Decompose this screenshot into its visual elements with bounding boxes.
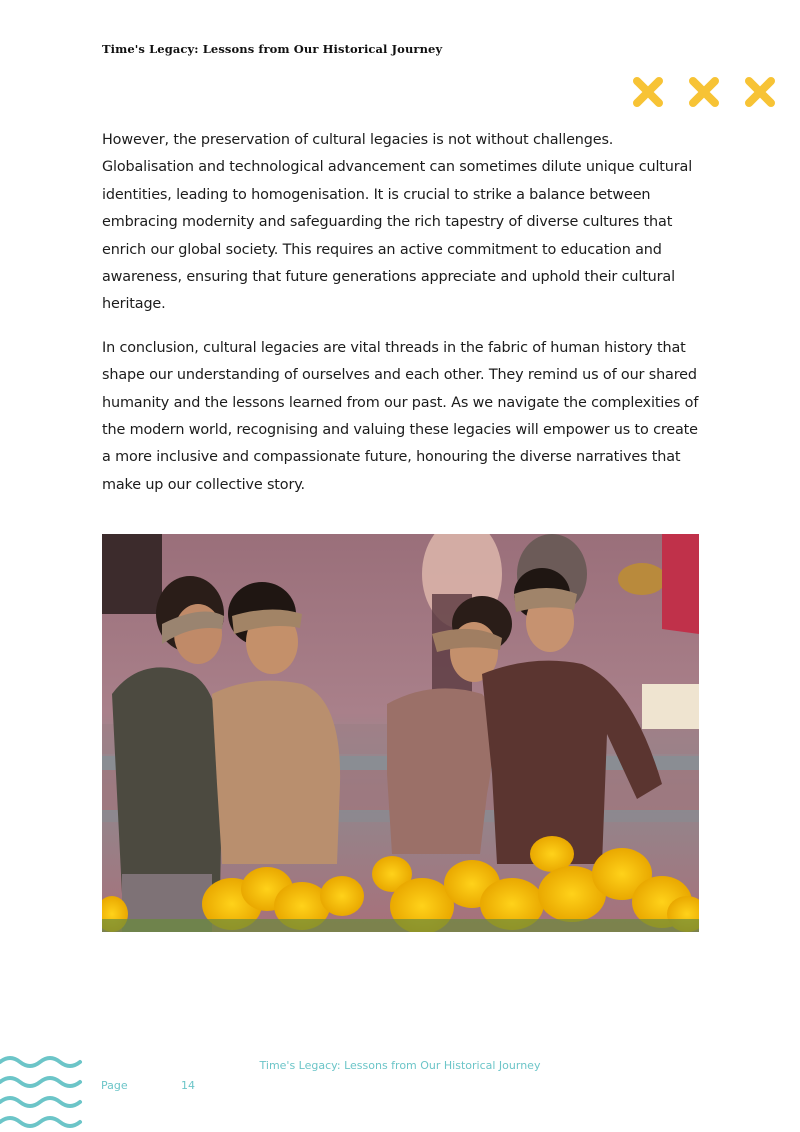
page-number: 14 <box>181 1079 195 1092</box>
photo-young-men-rice-field <box>102 534 699 932</box>
footer-title: Time's Legacy: Lessons from Our Historical Journey <box>259 1059 541 1072</box>
paragraph: In conclusion, cultural legacies are vital threads in the fabric of human history that shape our understanding of ourselves and each other. They remind us of our shared humanity and the lessons learned from our past. As we navigate the complexities of the modern world, recognising and valuing these legacies will empower us to create a more inclusive and compassionate future, honouring the diverse narratives that make up our collective story. <box>102 339 699 493</box>
page-label: Page <box>101 1079 128 1092</box>
x-mark-icon <box>630 74 666 110</box>
body-text <box>102 127 702 515</box>
x-mark-icon <box>686 74 722 110</box>
x-mark-decoration <box>630 74 780 110</box>
header-title: Time's Legacy: Lessons from Our Historical Journey <box>102 42 443 56</box>
x-mark-icon <box>742 74 778 110</box>
paragraph: However, the preservation of cultural legacies is not without challenges. Globalisation and technological advancement can sometimes dilute unique cultural identities, leading to homogenisation. It is crucial to strike a balance between embracing modernity and safeguarding the rich tapestry of diverse cultures that enrich our global society. This requires an active commitment to education and awareness, ensuring that future generations appreciate and uphold their cultural heritage. <box>102 132 693 313</box>
